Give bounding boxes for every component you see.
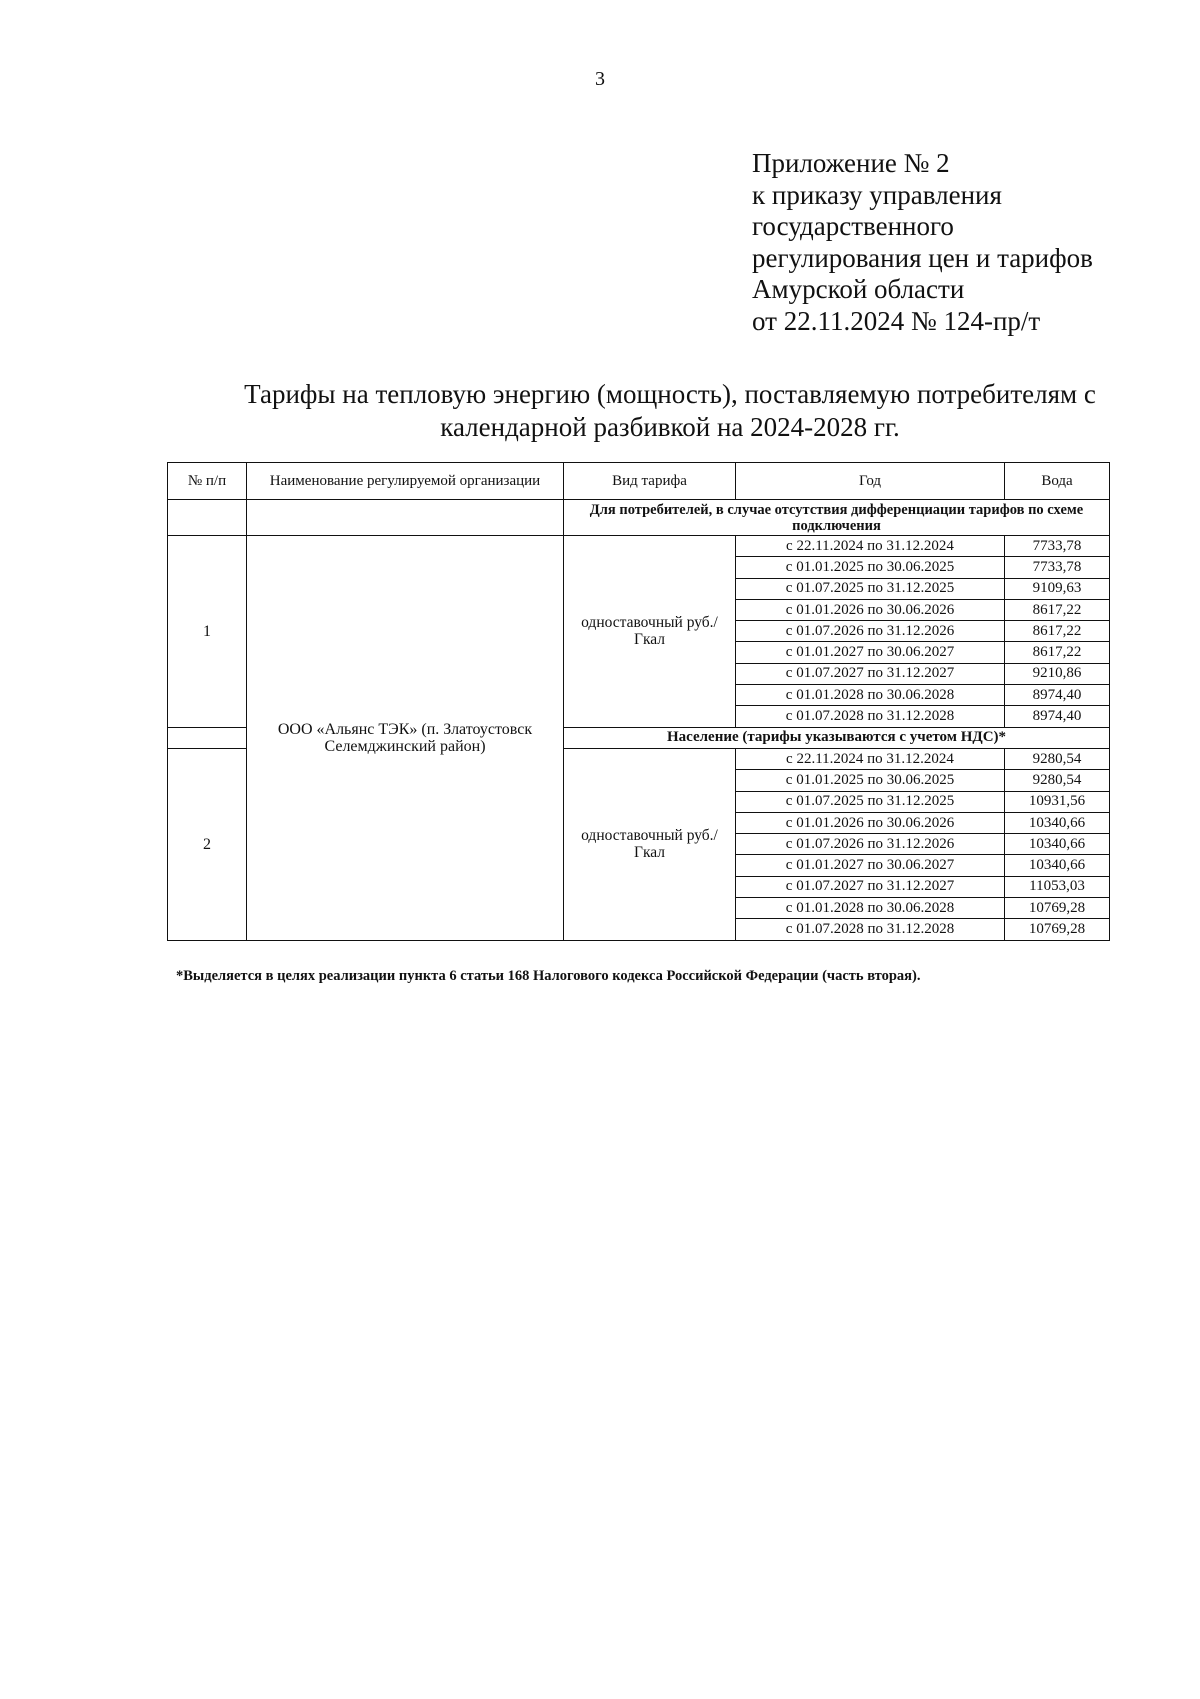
value-cell: 10340,66 bbox=[1005, 834, 1110, 855]
table-header-row bbox=[168, 463, 1110, 500]
period-cell: с 01.07.2027 по 31.12.2027 bbox=[736, 876, 1005, 897]
tariff-table bbox=[167, 462, 1110, 941]
period-cell: с 01.07.2028 по 31.12.2028 bbox=[736, 919, 1005, 940]
header-year: Год bbox=[736, 463, 1005, 500]
value-cell: 8617,22 bbox=[1005, 642, 1110, 663]
value-cell: 9280,54 bbox=[1005, 770, 1110, 791]
title-line-2: календарной разбивкой на 2024-2028 гг. bbox=[440, 412, 900, 442]
document-title bbox=[170, 378, 1170, 444]
period-cell: с 01.01.2028 по 30.06.2028 bbox=[736, 898, 1005, 919]
group2-label: Население (тарифы указываются с учетом НДС)* bbox=[564, 727, 1110, 748]
tariff-kind: одноставочный руб./Гкал bbox=[564, 748, 736, 940]
tariff-kind: одноставочный руб./Гкал bbox=[564, 536, 736, 728]
value-cell: 7733,78 bbox=[1005, 557, 1110, 578]
annex-line: от 22.11.2024 № 124-пр/т bbox=[752, 305, 1041, 336]
empty-cell bbox=[168, 727, 247, 748]
annex-line: государственного bbox=[752, 211, 954, 242]
period-cell: с 22.11.2024 по 31.12.2024 bbox=[736, 748, 1005, 769]
empty-cell bbox=[247, 500, 564, 536]
header-kind: Вид тарифа bbox=[564, 463, 736, 500]
period-cell: с 01.01.2027 по 30.06.2027 bbox=[736, 855, 1005, 876]
period-cell: с 01.07.2026 по 31.12.2026 bbox=[736, 834, 1005, 855]
annex-line: Приложение № 2 bbox=[752, 148, 950, 178]
page-number: 3 bbox=[595, 68, 605, 90]
value-cell: 8617,22 bbox=[1005, 599, 1110, 620]
value-cell: 10931,56 bbox=[1005, 791, 1110, 812]
value-cell: 10769,28 bbox=[1005, 919, 1110, 940]
period-cell: с 01.07.2028 по 31.12.2028 bbox=[736, 706, 1005, 727]
value-cell: 9210,86 bbox=[1005, 663, 1110, 684]
period-cell: с 01.07.2026 по 31.12.2026 bbox=[736, 621, 1005, 642]
value-cell: 10340,66 bbox=[1005, 812, 1110, 833]
group1-row bbox=[168, 500, 1110, 536]
header-org: Наименование регулируемой организации bbox=[247, 463, 564, 500]
empty-cell bbox=[168, 500, 247, 536]
value-cell: 10340,66 bbox=[1005, 855, 1110, 876]
period-cell: с 01.07.2025 по 31.12.2025 bbox=[736, 578, 1005, 599]
period-cell: с 01.01.2025 по 30.06.2025 bbox=[736, 557, 1005, 578]
annex-line: Амурской области bbox=[752, 274, 965, 305]
value-cell: 8617,22 bbox=[1005, 621, 1110, 642]
header-water: Вода bbox=[1005, 463, 1110, 500]
value-cell: 10769,28 bbox=[1005, 898, 1110, 919]
row-number: 2 bbox=[168, 748, 247, 940]
value-cell: 8974,40 bbox=[1005, 706, 1110, 727]
annex-line: регулирования цен и тарифов bbox=[752, 242, 1093, 273]
period-cell: с 01.07.2025 по 31.12.2025 bbox=[736, 791, 1005, 812]
organization-name: ООО «Альянс ТЭК» (п. Златоустовск Селемджинский район) bbox=[247, 536, 564, 941]
period-cell: с 01.01.2027 по 30.06.2027 bbox=[736, 642, 1005, 663]
period-cell: с 01.07.2027 по 31.12.2027 bbox=[736, 663, 1005, 684]
header-num: № п/п bbox=[168, 463, 247, 500]
value-cell: 9109,63 bbox=[1005, 578, 1110, 599]
period-cell: с 01.01.2025 по 30.06.2025 bbox=[736, 770, 1005, 791]
period-cell: с 01.01.2026 по 30.06.2026 bbox=[736, 812, 1005, 833]
value-cell: 9280,54 bbox=[1005, 748, 1110, 769]
annex-line: к приказу управления bbox=[752, 179, 1002, 210]
table-row bbox=[168, 536, 1110, 557]
row-number: 1 bbox=[168, 536, 247, 728]
footnote: *Выделяется в целях реализации пункта 6 статьи 168 Налогового кодекса Российской Федерации (часть вторая). bbox=[176, 968, 921, 984]
group1-label: Для потребителей, в случае отсутствия дифференциации тарифов по схеме подключения bbox=[564, 500, 1110, 536]
period-cell: с 01.01.2028 по 30.06.2028 bbox=[736, 685, 1005, 706]
value-cell: 11053,03 bbox=[1005, 876, 1110, 897]
title-line-1: Тарифы на тепловую энергию (мощность), поставляемую потребителям с bbox=[244, 379, 1096, 409]
period-cell: с 01.01.2026 по 30.06.2026 bbox=[736, 599, 1005, 620]
value-cell: 8974,40 bbox=[1005, 685, 1110, 706]
value-cell: 7733,78 bbox=[1005, 536, 1110, 557]
annex-header bbox=[752, 148, 1093, 338]
period-cell: с 22.11.2024 по 31.12.2024 bbox=[736, 536, 1005, 557]
